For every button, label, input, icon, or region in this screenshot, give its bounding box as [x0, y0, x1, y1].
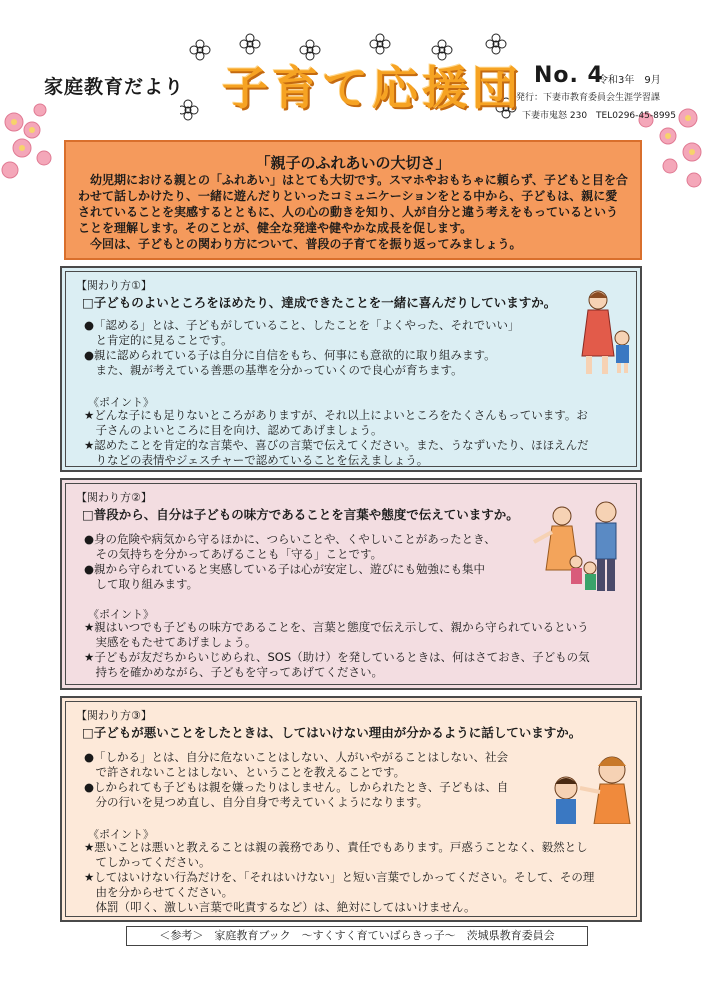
point-line: 実感をもたせてあげましょう。: [84, 635, 257, 649]
section-2: [60, 478, 642, 690]
point-line: ★してはいけない行為だけを、「それはいけない」と短い言葉でしかってください。そして、その理: [84, 870, 595, 884]
point-line: 子さんのよいところに目を向け、認めてあげましょう。: [84, 423, 383, 437]
point-line: てしかってください。: [84, 855, 211, 869]
intro-box: [64, 140, 642, 260]
mother-scolding-child-illustration: [546, 748, 636, 824]
point-line: 由を分からせてください。: [84, 885, 234, 899]
bullet-line: ●しかられても子どもは親を嫌ったりはしません。しかられたとき、子どもは、自: [84, 780, 509, 794]
point-line: りなどの表情やジェスチャーで認めていることを伝えましょう。: [84, 453, 429, 467]
point-line: 持ちを確かめながら、子どもを守ってあげてください。: [84, 665, 383, 679]
section-question: □普段から、自分は子どもの味方であることを言葉や態度で伝えていますか。: [82, 507, 519, 522]
point-line: ★認めたことを肯定的な言葉や、喜びの言葉で伝えてください。また、うなずいたり、ほほえんだ: [84, 438, 589, 452]
section-bullets: [84, 750, 554, 810]
section-points: [84, 408, 632, 468]
newsletter-title: 子育て応援団: [222, 61, 522, 115]
bullet-line: して取り組みます。: [84, 577, 199, 591]
bullet-line: その気持ちを分かってあげることも「守る」ことです。: [84, 547, 383, 561]
section-3: [60, 696, 642, 922]
bullet-line: と肯定的に見ることです。: [84, 333, 233, 347]
point-label: 《ポイント》: [88, 828, 154, 841]
bullet-line: 分の行いを見つめ直し、自分自身で考えていくようになります。: [84, 795, 429, 809]
issue-date: 令和3年 9月: [598, 75, 661, 86]
section-label: 【関わり方②】: [76, 491, 152, 504]
point-line: ★子どもが友だちからいじめられ、SOS（助け）を発しているときは、何はさておき、子どもの気: [84, 650, 590, 664]
point-line: 体罰（叩く、激しい言葉で叱責するなど）は、絶対にしてはいけません。: [84, 900, 476, 914]
section-points: [84, 840, 632, 915]
section-question: □子どものよいところをほめたり、達成できたことを一緒に喜んだりしていますか。: [82, 295, 557, 310]
point-label: 《ポイント》: [88, 396, 154, 409]
section-label: 【関わり方①】: [76, 279, 152, 292]
intro-paragraph: 幼児期における親との「ふれあい」はとても大切です。スマホやおもちゃに頼らず、子どもと目を合わせて話しかけたり、一緒に遊んだりといったコミュニケーションをとる中から、子どもは、親に愛されていることを実感するとともに、人の心の動きを知り、人が自分と違う考えをもっているということを理解します。そのことが、健全な発達や健やかな成長を促します。: [78, 173, 628, 235]
point-line: ★悪いことは悪いと教えることは親の義務であり、責任でもあります。戸惑うことなく、毅然とし: [84, 840, 588, 854]
publisher: 発行：下妻市教育委員会生涯学習課: [516, 93, 661, 103]
mother-child-illustration: [574, 286, 638, 378]
bullet-line: ●「認める」とは、子どもがしていること、したことを「よくやった、それでいい」: [84, 318, 520, 332]
section-1: [60, 266, 642, 472]
reference-note: ＜参考＞ 家庭教育ブック ～すくすく育ていばらきっ子～ 茨城県教育委員会: [126, 926, 588, 946]
bullet-line: また、親が考えている善悪の基準を分かっていくので良心が育ちます。: [84, 363, 463, 377]
section-points: [84, 620, 632, 680]
section-question: □子どもが悪いことをしたときは、してはいけない理由が分かるように話していますか。: [82, 725, 582, 740]
bullet-line: ●親に認められている子は自分に自信をもち、何事にも意欲的に取り組みます。: [84, 348, 496, 362]
address: 下妻市鬼怒 230 TEL0296-45-8995: [522, 111, 676, 121]
section-bullets: [84, 318, 554, 378]
bullet-line: ●身の危険や病気から守るほかに、つらいことや、くやしいことがあったとき、: [84, 532, 496, 546]
parents-protecting-children-illustration: [532, 498, 636, 598]
newsletter-series: 家庭教育だより: [44, 76, 185, 98]
section-label: 【関わり方③】: [76, 709, 152, 722]
bullet-line: ●親から守られていると実感している子は心が安定し、遊びにも勉強にも集中: [84, 562, 486, 576]
point-label: 《ポイント》: [88, 608, 154, 621]
intro-paragraph: 今回は、子どもとの関わり方について、普段の子育てを振り返ってみましょう。: [78, 237, 522, 251]
intro-title: 「親子のふれあいの大切さ」: [255, 154, 451, 172]
section-bullets: [84, 532, 524, 592]
bullet-line: ●「しかる」とは、自分に危ないことはしない、人がいやがることはしない、社会: [84, 750, 509, 764]
issue-number: No. 4: [534, 63, 604, 88]
bullet-line: で許されないことはしない、ということを教えることです。: [84, 765, 406, 779]
point-line: ★どんな子にも足りないところがありますが、それ以上によいところをたくさんもっています。お: [84, 408, 588, 422]
point-line: ★親はいつでも子どもの味方であることを、言葉と態度で伝え示して、親から守られているという: [84, 620, 589, 634]
intro-body: [78, 172, 628, 252]
